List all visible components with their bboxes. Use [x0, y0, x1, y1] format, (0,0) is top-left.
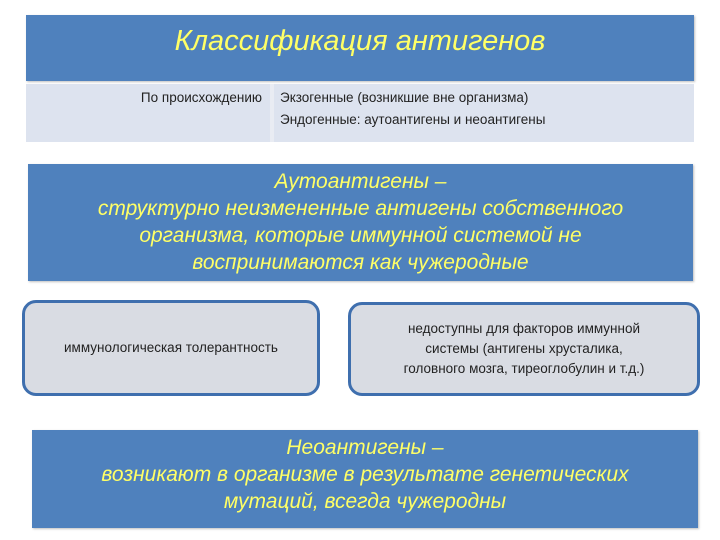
autoantigens-band — [28, 164, 693, 281]
autoantigens-text-1: структурно неизмененные антигены собственного — [97, 197, 624, 220]
tolerance-label: иммунологическая толерантность — [64, 340, 278, 355]
autoantigens-text-2: организма, которые иммунной системой не — [139, 224, 582, 247]
inaccessible-text-1: недоступны для факторов иммунной — [407, 321, 641, 336]
autoantigens-heading: Аутоантигены – — [274, 170, 447, 193]
neoantigens-text-2: мутаций, всегда чужеродны — [223, 490, 507, 513]
neoantigens-band — [32, 430, 698, 528]
inaccessible-box — [348, 302, 700, 396]
classification-row — [26, 84, 694, 142]
neoantigens-heading: Неоантигены – — [286, 436, 444, 459]
types-cell — [274, 84, 694, 142]
autoantigens-text-3: воспринимаются как чужеродные — [192, 251, 529, 274]
inaccessible-text-3: головного мозга, тиреоглобулин и т.д.) — [403, 361, 645, 376]
exogenous-label: Экзогенные (возникшие вне организма) — [280, 90, 529, 105]
neoantigens-text-1: возникают в организме в результате генетических — [101, 463, 629, 486]
slide-title: Классификация антигенов — [174, 25, 546, 57]
criterion-label: По происхождению — [140, 90, 262, 105]
inaccessible-text-2: системы (антигены хрусталика, — [425, 341, 623, 356]
title-bar — [26, 15, 694, 81]
criterion-cell — [26, 84, 270, 142]
tolerance-box — [22, 300, 320, 396]
endogenous-label: Эндогенные: аутоантигены и неоантигены — [280, 112, 546, 127]
